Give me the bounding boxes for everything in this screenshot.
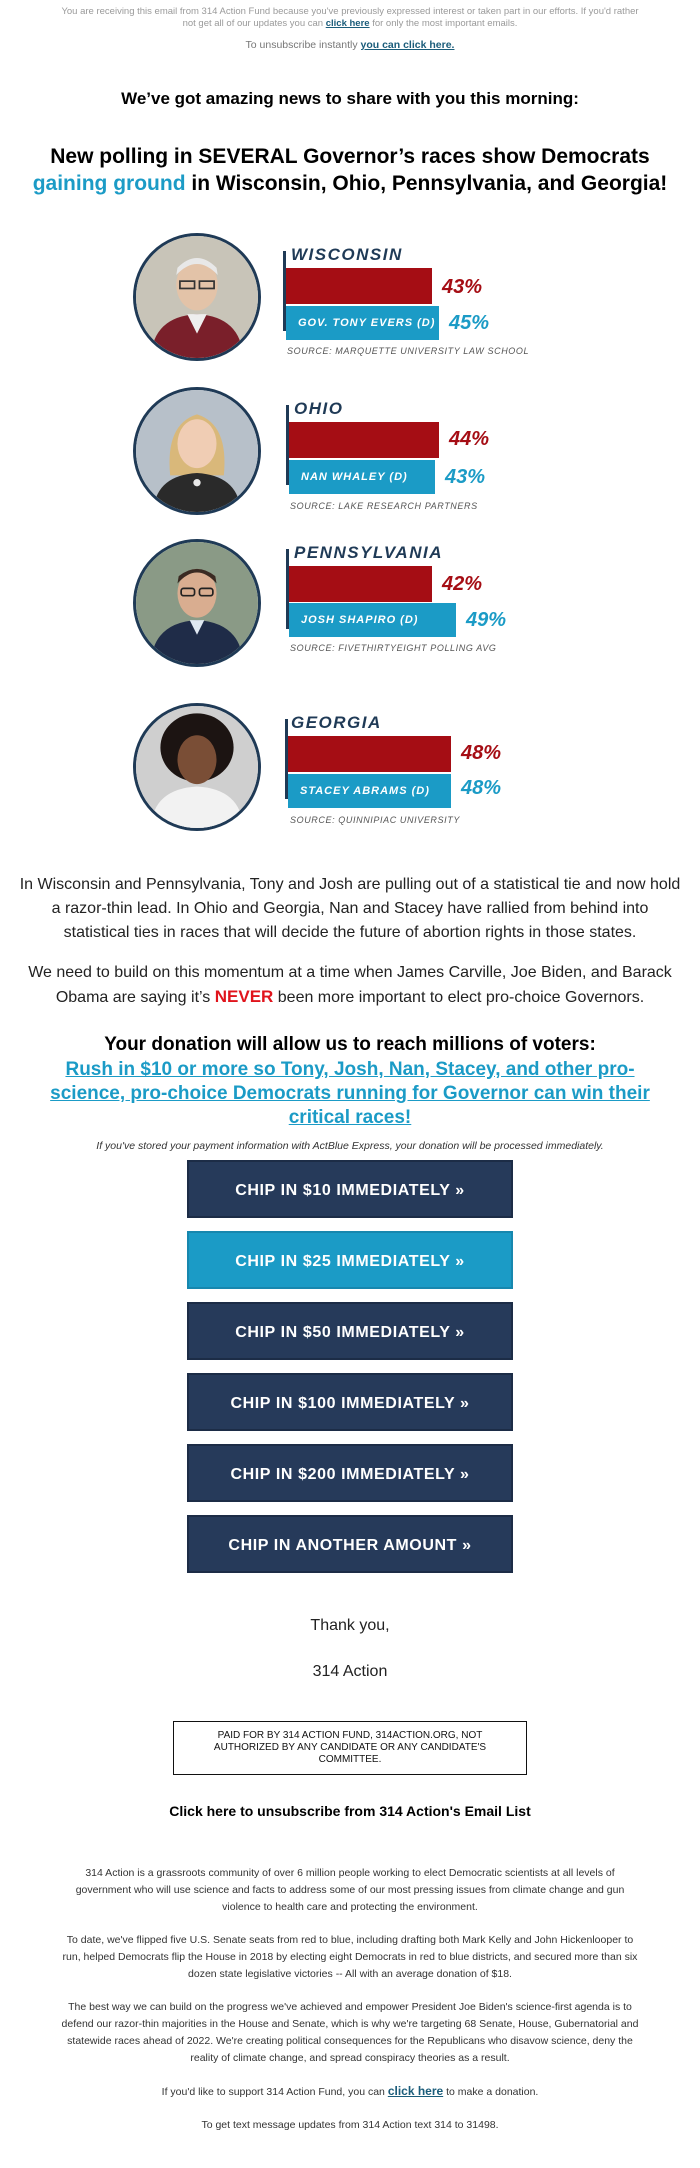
headline-part-1: New polling in SEVERAL Governor’s races show Democrats bbox=[50, 145, 650, 168]
poll-source: SOURCE: QUINNIPIAC UNIVERSITY bbox=[290, 815, 460, 825]
candidate-name: NAN WHALEY (D) bbox=[301, 471, 408, 483]
democrat-percent: 48% bbox=[461, 777, 502, 799]
footer-strategy: The best way we can build on the progress we've achieved and empower President Joe Biden's science-first agenda is to defend our razor-thin majorities in the House and Senate, which is why we're targeting 68 Senate, House, Gubernatorial and statewide races ahead of 2022. We're creating political consequences for the Republicans who disavow science, deny the reality of climate change, and spread conspiracy theories as a result. bbox=[61, 2001, 639, 2064]
candidate-name: JOSH SHAPIRO (D) bbox=[301, 614, 419, 626]
footer-support bbox=[60, 2083, 640, 2101]
headline-part-2: in Wisconsin, Ohio, Pennsylvania, and Georgia! bbox=[191, 172, 668, 195]
republican-percent: 43% bbox=[442, 276, 483, 298]
chip-in-200-button[interactable]: CHIP IN $200 IMMEDIATELY » bbox=[187, 1444, 513, 1502]
state-label: GEORGIA bbox=[291, 713, 382, 732]
portrait-icon bbox=[136, 542, 258, 664]
portrait-icon bbox=[136, 236, 258, 358]
paid-for-disclaimer: PAID FOR BY 314 ACTION FUND, 314ACTION.ORG, NOT AUTHORIZED BY ANY CANDIDATE OR ANY CANDIDATE'S COMMITTEE. bbox=[173, 1721, 527, 1775]
footer-donate-link[interactable]: click here bbox=[387, 2084, 444, 2098]
unsubscribe-line bbox=[0, 39, 700, 51]
republican-bar bbox=[288, 736, 451, 772]
poll-pennsylvania bbox=[0, 539, 700, 693]
candidate-name: GOV. TONY EVERS (D) bbox=[298, 317, 436, 329]
footer-support-tail: to make a donation. bbox=[446, 2086, 539, 2098]
preferences-link[interactable]: click here bbox=[325, 18, 370, 29]
poll-source: SOURCE: MARQUETTE UNIVERSITY LAW SCHOOL bbox=[287, 346, 530, 356]
body-paragraph-2-end: been more important to elect pro-choice Governors. bbox=[277, 989, 645, 1006]
signature: 314 Action bbox=[312, 1663, 388, 1680]
chip-in-25-button[interactable]: CHIP IN $25 IMMEDIATELY » bbox=[187, 1231, 513, 1289]
chip-in-other-amount-button[interactable]: CHIP IN ANOTHER AMOUNT » bbox=[187, 1515, 513, 1573]
donation-buttons bbox=[0, 1160, 700, 1573]
headline bbox=[20, 143, 680, 197]
thank-you: Thank you, bbox=[310, 1617, 390, 1634]
poll-source: SOURCE: LAKE RESEARCH PARTNERS bbox=[290, 501, 478, 511]
footer-support-text: If you'd like to support 314 Action Fund, you can bbox=[161, 2086, 385, 2098]
democrat-percent: 45% bbox=[449, 312, 490, 334]
footer-about: 314 Action is a grassroots community of over 6 million people working to elect Democratic scientists at all levels of government who will use science and facts to address some of our most pressing issues from climate change and gun violence to health care and protecting the environment. bbox=[75, 1867, 625, 1913]
republican-percent: 48% bbox=[461, 742, 502, 764]
poll-source: SOURCE: FIVETHIRTYEIGHT POLLING AVG bbox=[290, 643, 497, 653]
footer bbox=[0, 1865, 700, 2134]
chip-in-100-button[interactable]: CHIP IN $100 IMMEDIATELY » bbox=[187, 1373, 513, 1431]
never-emphasis: NEVER bbox=[214, 987, 274, 1006]
lead-text: We’ve got amazing news to share with you this morning: bbox=[121, 89, 579, 108]
poll-graphics bbox=[0, 231, 700, 847]
body-paragraph-2-start: We need to build on this momentum at a time when James Carville, Joe Biden, and Barack Obama are saying it’s bbox=[28, 964, 672, 1006]
unsubscribe-list-link[interactable]: Click here to unsubscribe from 314 Action's Email List bbox=[169, 1803, 531, 1819]
donation-link[interactable]: Rush in $10 or more so Tony, Josh, Nan, Stacey, and other pro-science, pro-choice Democrats running for Governor can win their critical races! bbox=[50, 1059, 650, 1128]
footer-record: To date, we've flipped five U.S. Senate seats from red to blue, including drafting both Mark Kelly and John Hickenlooper to run, helped Democrats flip the House in 2018 by electing eight Democrats in red to blue districts, and secured more than six dozen state legislative victories -- All with an average donation of $18. bbox=[62, 1934, 638, 1980]
republican-bar bbox=[289, 566, 432, 602]
democrat-percent: 43% bbox=[445, 466, 486, 488]
republican-bar bbox=[289, 422, 439, 458]
actblue-express-note: If you've stored your payment information with ActBlue Express, your donation will be processed immediately. bbox=[96, 1140, 604, 1152]
republican-bar bbox=[286, 268, 432, 304]
notice-tail: for only the most important emails. bbox=[372, 18, 518, 29]
state-label: WISCONSIN bbox=[291, 245, 403, 264]
chip-in-10-button[interactable]: CHIP IN $10 IMMEDIATELY » bbox=[187, 1160, 513, 1218]
state-label: PENNSYLVANIA bbox=[294, 543, 443, 562]
poll-georgia bbox=[0, 693, 700, 847]
democrat-bar bbox=[289, 460, 435, 494]
portrait-icon bbox=[136, 706, 258, 828]
notice-text: You are receiving this email from 314 Action Fund because you've previously expressed interest or taken part in our efforts. If you'd rather not get all of our updates you can bbox=[61, 6, 639, 29]
candidate-name: STACEY ABRAMS (D) bbox=[300, 785, 430, 797]
poll-ohio bbox=[0, 385, 700, 539]
unsubscribe-link[interactable]: you can click here. bbox=[360, 39, 455, 51]
body-paragraph-1: In Wisconsin and Pennsylvania, Tony and Josh are pulling out of a statistical tie and now hold a razor-thin lead. In Ohio and Georgia, Nan and Stacey have rallied from behind into statistical ties in races that will decide the future of abortion rights in those states. bbox=[19, 876, 681, 941]
unsubscribe-text: To unsubscribe instantly bbox=[245, 39, 358, 51]
republican-percent: 44% bbox=[449, 428, 490, 450]
democrat-percent: 49% bbox=[466, 609, 507, 631]
body-paragraph-2 bbox=[18, 961, 682, 1010]
portrait-icon bbox=[136, 390, 258, 512]
candidate-photo-shapiro bbox=[133, 539, 261, 667]
candidate-photo-evers bbox=[133, 233, 261, 361]
poll-wisconsin bbox=[0, 231, 700, 385]
subscription-notice bbox=[0, 0, 700, 30]
democrat-bar bbox=[289, 603, 456, 637]
republican-percent: 42% bbox=[442, 573, 483, 595]
democrat-bar bbox=[288, 774, 451, 808]
state-label: OHIO bbox=[294, 399, 344, 418]
candidate-photo-abrams bbox=[133, 703, 261, 831]
candidate-photo-whaley bbox=[133, 387, 261, 515]
donation-heading: Your donation will allow us to reach millions of voters: bbox=[104, 1034, 596, 1055]
footer-text-updates: To get text message updates from 314 Action text 314 to 31498. bbox=[201, 2119, 499, 2131]
chip-in-50-button[interactable]: CHIP IN $50 IMMEDIATELY » bbox=[187, 1302, 513, 1360]
headline-accent: gaining ground bbox=[32, 172, 186, 195]
democrat-bar bbox=[286, 306, 439, 340]
